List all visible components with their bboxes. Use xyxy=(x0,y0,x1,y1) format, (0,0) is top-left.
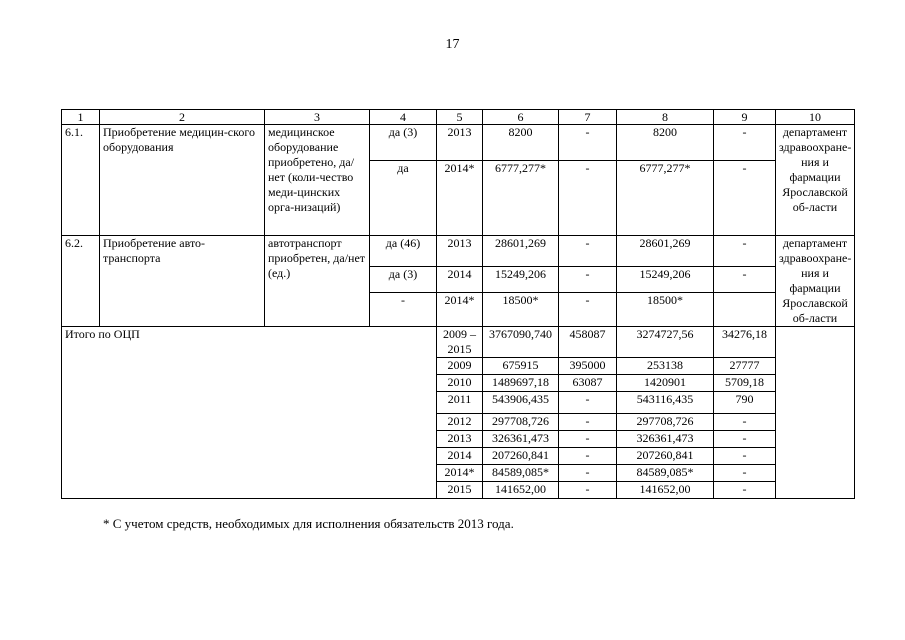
regional-cell: 141652,00 xyxy=(617,482,714,499)
regional-cell: 28601,269 xyxy=(617,236,714,267)
column-header: 9 xyxy=(714,110,776,125)
column-header: 4 xyxy=(370,110,437,125)
year-cell: 2012 xyxy=(437,414,483,431)
year-cell: 2010 xyxy=(437,375,483,392)
federal-cell: - xyxy=(559,482,617,499)
total-cell: 28601,269 xyxy=(483,236,559,267)
totals-row xyxy=(62,327,855,358)
year-cell: 2014 xyxy=(437,267,483,293)
federal-cell: - xyxy=(559,125,617,161)
total-cell: 15249,206 xyxy=(483,267,559,293)
year-cell: 2014* xyxy=(437,161,483,236)
total-cell: 543906,435 xyxy=(483,392,559,414)
other-cell: 790 xyxy=(714,392,776,414)
total-cell: 141652,00 xyxy=(483,482,559,499)
activity-name: Приобретение медицин-ского оборудования xyxy=(100,125,265,236)
federal-cell: - xyxy=(559,392,617,414)
row-number: 6.2. xyxy=(62,236,100,327)
column-header: 10 xyxy=(776,110,855,125)
column-header: 1 xyxy=(62,110,100,125)
responsible-cell: департамент здравоохране-ния и фармации Ярославской об-ласти xyxy=(776,125,855,236)
total-cell: 84589,085* xyxy=(483,465,559,482)
total-cell: 207260,841 xyxy=(483,448,559,465)
other-cell: - xyxy=(714,161,776,236)
regional-cell: 1420901 xyxy=(617,375,714,392)
regional-cell: 3274727,56 xyxy=(617,327,714,358)
table-row xyxy=(62,125,855,161)
regional-cell: 543116,435 xyxy=(617,392,714,414)
column-number-row xyxy=(62,110,855,125)
other-cell: - xyxy=(714,465,776,482)
other-cell: - xyxy=(714,482,776,499)
year-cell: 2014 xyxy=(437,448,483,465)
column-header: 6 xyxy=(483,110,559,125)
federal-cell: - xyxy=(559,448,617,465)
regional-cell: 207260,841 xyxy=(617,448,714,465)
page-number: 17 xyxy=(445,37,460,52)
indicator-value: да (46) xyxy=(370,236,437,267)
column-header: 5 xyxy=(437,110,483,125)
other-cell: 27777 xyxy=(714,358,776,375)
regional-cell: 18500* xyxy=(617,293,714,327)
regional-cell: 326361,473 xyxy=(617,431,714,448)
year-cell: 2011 xyxy=(437,392,483,414)
indicator-value: да (3) xyxy=(370,125,437,161)
year-cell: 2014* xyxy=(437,293,483,327)
total-cell: 297708,726 xyxy=(483,414,559,431)
federal-cell: - xyxy=(559,161,617,236)
regional-cell: 297708,726 xyxy=(617,414,714,431)
other-cell xyxy=(714,293,776,327)
column-header: 7 xyxy=(559,110,617,125)
other-cell: - xyxy=(714,414,776,431)
column-header: 8 xyxy=(617,110,714,125)
federal-cell: - xyxy=(559,431,617,448)
regional-cell: 6777,277* xyxy=(617,161,714,236)
federal-cell: 458087 xyxy=(559,327,617,358)
other-cell: 34276,18 xyxy=(714,327,776,358)
federal-cell: 63087 xyxy=(559,375,617,392)
federal-cell: - xyxy=(559,414,617,431)
federal-cell: - xyxy=(559,267,617,293)
federal-cell: - xyxy=(559,293,617,327)
table-row xyxy=(62,236,855,267)
federal-cell: - xyxy=(559,465,617,482)
indicator-value: да (3) xyxy=(370,267,437,293)
column-header: 3 xyxy=(265,110,370,125)
program-table xyxy=(61,109,855,499)
other-cell: - xyxy=(714,448,776,465)
year-cell: 2013 xyxy=(437,236,483,267)
total-cell: 1489697,18 xyxy=(483,375,559,392)
totals-label: Итого по ОЦП xyxy=(62,327,437,499)
footnote: * С учетом средств, необходимых для исполнения обязательств 2013 года. xyxy=(103,516,514,531)
year-cell: 2009 xyxy=(437,358,483,375)
year-cell: 2009 – 2015 xyxy=(437,327,483,358)
indicator-value: - xyxy=(370,293,437,327)
total-cell: 18500* xyxy=(483,293,559,327)
activity-name: Приобретение авто-транспорта xyxy=(100,236,265,327)
other-cell: - xyxy=(714,236,776,267)
other-cell: 5709,18 xyxy=(714,375,776,392)
total-cell: 326361,473 xyxy=(483,431,559,448)
indicator: автотранспорт приобретен, да/нет (ед.) xyxy=(265,236,370,327)
federal-cell: - xyxy=(559,236,617,267)
total-cell: 3767090,740 xyxy=(483,327,559,358)
empty-cell xyxy=(776,327,855,499)
year-cell: 2014* xyxy=(437,465,483,482)
indicator-value: да xyxy=(370,161,437,236)
responsible-cell: департамент здравоохране-ния и фармации Ярославской об-ласти xyxy=(776,236,855,327)
other-cell: - xyxy=(714,125,776,161)
year-cell: 2015 xyxy=(437,482,483,499)
regional-cell: 15249,206 xyxy=(617,267,714,293)
regional-cell: 253138 xyxy=(617,358,714,375)
year-cell: 2013 xyxy=(437,125,483,161)
regional-cell: 84589,085* xyxy=(617,465,714,482)
column-header: 2 xyxy=(100,110,265,125)
total-cell: 6777,277* xyxy=(483,161,559,236)
regional-cell: 8200 xyxy=(617,125,714,161)
total-cell: 8200 xyxy=(483,125,559,161)
total-cell: 675915 xyxy=(483,358,559,375)
year-cell: 2013 xyxy=(437,431,483,448)
indicator: медицинское оборудование приобретено, да/нет (коли-чество меди-цинских орга-низаций) xyxy=(265,125,370,236)
other-cell: - xyxy=(714,267,776,293)
row-number: 6.1. xyxy=(62,125,100,236)
federal-cell: 395000 xyxy=(559,358,617,375)
other-cell: - xyxy=(714,431,776,448)
